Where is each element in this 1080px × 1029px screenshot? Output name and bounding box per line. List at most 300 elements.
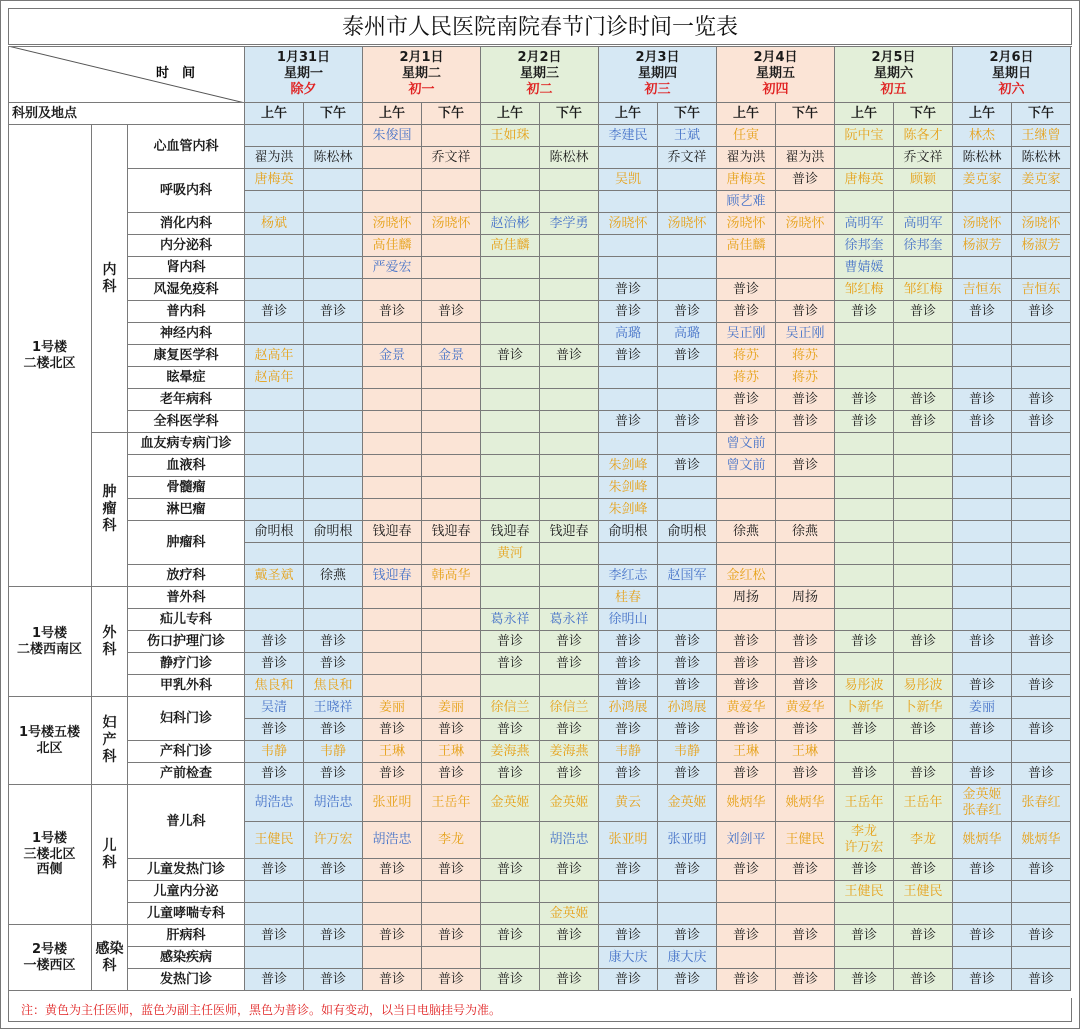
doctor-name: 普诊 [909, 927, 936, 943]
schedule-cell [599, 125, 658, 147]
department-name: 呼吸内科 [128, 169, 245, 213]
schedule-cell [422, 521, 481, 543]
schedule-cell [363, 719, 422, 741]
schedule-cell [304, 521, 363, 543]
doctor-name: 普诊 [1027, 391, 1054, 407]
doctor-name: 普诊 [673, 633, 700, 649]
schedule-cell [658, 741, 717, 763]
schedule-cell [894, 455, 953, 477]
schedule-cell [717, 763, 776, 785]
schedule-cell [776, 881, 835, 903]
schedule-cell [1012, 741, 1071, 763]
doctor-name: 普诊 [614, 721, 641, 737]
doctor-name: 高佳麟 [726, 237, 766, 253]
schedule-cell [776, 609, 835, 631]
schedule-cell [894, 763, 953, 785]
schedule-cell [658, 543, 717, 565]
schedule-cell [599, 455, 658, 477]
session-header: 下午 [422, 103, 481, 125]
doctor-name: 普诊 [673, 971, 700, 987]
schedule-cell [599, 323, 658, 345]
day-header [835, 46, 953, 103]
doctor-name: 钱迎春 [372, 567, 412, 583]
session-header: 上午 [835, 103, 894, 125]
doctor-name: 普诊 [673, 303, 700, 319]
schedule-cell [776, 763, 835, 785]
schedule-cell [363, 521, 422, 543]
doctor-name: 李建民 [608, 127, 648, 143]
schedule-cell [1012, 169, 1071, 191]
schedule-cell [363, 587, 422, 609]
schedule-cell [304, 822, 363, 859]
schedule-cell [304, 477, 363, 499]
schedule-cell [894, 213, 953, 235]
schedule-cell [717, 631, 776, 653]
schedule-cell [245, 323, 304, 345]
schedule-cell [953, 301, 1012, 323]
schedule-cell [1012, 925, 1071, 947]
schedule-cell [540, 301, 599, 323]
schedule-cell [1012, 587, 1071, 609]
doctor-name: 普诊 [555, 765, 582, 781]
doctor-name: 高佳麟 [490, 237, 530, 253]
schedule-cell [363, 543, 422, 565]
doctor-name: 普诊 [1027, 413, 1054, 429]
doctor-name: 普诊 [968, 303, 995, 319]
doctor-name: 胡浩忠 [549, 832, 589, 848]
doctor-name: 焦良和 [313, 677, 353, 693]
schedule-cell [953, 433, 1012, 455]
schedule-cell [245, 763, 304, 785]
schedule-cell [717, 389, 776, 411]
schedule-cell [422, 433, 481, 455]
schedule-cell [835, 763, 894, 785]
department-name: 血友病专病门诊 [128, 433, 245, 455]
schedule-cell [304, 881, 363, 903]
doctor-name: 徐信兰 [549, 699, 589, 715]
doctor-name: 翟为洪 [254, 149, 294, 165]
department-name: 疝儿专科 [128, 609, 245, 631]
schedule-cell [422, 257, 481, 279]
header-corner [8, 46, 245, 103]
doctor-name: 普诊 [1027, 861, 1054, 877]
schedule-cell [599, 147, 658, 169]
doctor-name: 普诊 [850, 971, 877, 987]
schedule-cell [422, 323, 481, 345]
schedule-cell [245, 653, 304, 675]
schedule-cell [245, 587, 304, 609]
doctor-name: 普诊 [614, 633, 641, 649]
schedule-cell [894, 389, 953, 411]
schedule-cell [540, 565, 599, 587]
schedule-cell [776, 389, 835, 411]
schedule-cell [953, 697, 1012, 719]
schedule-cell [363, 822, 422, 859]
schedule-cell [953, 631, 1012, 653]
doctor-name: 朱剑峰 [608, 479, 648, 495]
schedule-cell [658, 477, 717, 499]
schedule-cell [717, 125, 776, 147]
schedule-cell [363, 859, 422, 881]
schedule-cell [1012, 455, 1071, 477]
schedule-cell [599, 587, 658, 609]
schedule-cell [245, 257, 304, 279]
schedule-cell [953, 235, 1012, 257]
doctor-name: 普诊 [673, 927, 700, 943]
schedule-cell [835, 903, 894, 925]
doctor-name: 姚炳华 [1021, 832, 1061, 848]
schedule-cell [599, 741, 658, 763]
doctor-name: 许万宏 [313, 832, 353, 848]
schedule-cell [658, 301, 717, 323]
department-name: 产前检查 [128, 763, 245, 785]
doctor-name: 曹婧媛 [844, 259, 884, 275]
schedule-cell [953, 881, 1012, 903]
schedule-cell [1012, 653, 1071, 675]
schedule-cell [1012, 969, 1071, 991]
schedule-cell [894, 719, 953, 741]
schedule-cell [540, 279, 599, 301]
schedule-cell [304, 257, 363, 279]
schedule-cell [953, 675, 1012, 697]
doctor-name: 杨淑芳 [962, 237, 1002, 253]
schedule-cell [363, 785, 422, 822]
schedule-cell [658, 675, 717, 697]
schedule-cell [776, 675, 835, 697]
schedule-cell [894, 587, 953, 609]
schedule-cell [599, 565, 658, 587]
schedule-cell [481, 543, 540, 565]
schedule-cell [835, 859, 894, 881]
doctor-name: 戴圣斌 [254, 567, 294, 583]
schedule-cell [776, 455, 835, 477]
schedule-cell [776, 191, 835, 213]
doctor-name: 普诊 [850, 633, 877, 649]
schedule-cell [540, 543, 599, 565]
doctor-name: 普诊 [732, 281, 759, 297]
schedule-cell [894, 323, 953, 345]
schedule-cell [540, 521, 599, 543]
doctor-name: 汤晓怀 [962, 215, 1002, 231]
day-weekday: 星期日 [991, 66, 1031, 81]
schedule-cell [835, 323, 894, 345]
schedule-table [8, 46, 1072, 998]
doctor-name: 普诊 [909, 971, 936, 987]
schedule-cell [776, 521, 835, 543]
doctor-name: 普诊 [791, 457, 818, 473]
doctor-name: 赵治彬 [490, 215, 530, 231]
schedule-cell [717, 925, 776, 947]
schedule-cell [422, 411, 481, 433]
schedule-cell [835, 543, 894, 565]
doctor-name: 普诊 [555, 927, 582, 943]
schedule-cell [1012, 631, 1071, 653]
schedule-cell [363, 741, 422, 763]
doctor-name: 严爱宏 [372, 259, 412, 275]
doctor-name: 葛永祥 [490, 611, 530, 627]
doctor-name: 普诊 [732, 677, 759, 693]
department-name: 感染疾病 [128, 947, 245, 969]
doctor-name: 普诊 [555, 633, 582, 649]
department-name: 全科医学科 [128, 411, 245, 433]
doctor-name: 普诊 [968, 721, 995, 737]
schedule-cell [835, 279, 894, 301]
schedule-cell [481, 455, 540, 477]
doctor-name: 陈各才 [903, 127, 943, 143]
session-header: 上午 [953, 103, 1012, 125]
schedule-cell [540, 235, 599, 257]
schedule-cell [953, 147, 1012, 169]
session-header: 下午 [304, 103, 363, 125]
doctor-name: 姜海燕 [490, 743, 530, 759]
schedule-cell [540, 763, 599, 785]
department-name: 儿童内分泌 [128, 881, 245, 903]
doctor-name: 陈松林 [962, 149, 1002, 165]
doctor-name: 钱迎春 [431, 523, 471, 539]
schedule-cell [363, 903, 422, 925]
schedule-cell [658, 257, 717, 279]
doctor-name: 普诊 [260, 655, 287, 671]
schedule-cell [481, 609, 540, 631]
doctor-name: 金红松 [726, 567, 766, 583]
doctor-name: 普诊 [909, 861, 936, 877]
schedule-cell [776, 631, 835, 653]
schedule-cell [422, 609, 481, 631]
schedule-cell [363, 477, 422, 499]
schedule-cell [363, 433, 422, 455]
schedule-cell [304, 565, 363, 587]
schedule-cell [835, 147, 894, 169]
schedule-cell [717, 785, 776, 822]
doctor-name: 普诊 [791, 721, 818, 737]
doctor-name: 普诊 [437, 721, 464, 737]
schedule-cell [953, 411, 1012, 433]
doctor-name: 黄爱华 [785, 699, 825, 715]
doctor-name: 钱迎春 [372, 523, 412, 539]
doctor-name: 王琳 [378, 743, 405, 759]
doctor-name: 曾文前 [726, 435, 766, 451]
schedule-cell [363, 631, 422, 653]
doctor-name: 普诊 [614, 971, 641, 987]
schedule-cell [363, 345, 422, 367]
day-date: 2月4日 [753, 50, 798, 65]
schedule-cell [304, 147, 363, 169]
doctor-name: 蒋苏 [732, 369, 759, 385]
schedule-cell [776, 859, 835, 881]
department-name: 血液科 [128, 455, 245, 477]
schedule-cell [717, 345, 776, 367]
doctor-name: 普诊 [614, 281, 641, 297]
doctor-name: 普诊 [496, 347, 523, 363]
schedule-cell [245, 859, 304, 881]
location-cell: 1号楼 二楼北区 [8, 125, 92, 587]
doctor-name: 汤晓怀 [372, 215, 412, 231]
schedule-cell [835, 125, 894, 147]
doctor-name: 朱俊国 [372, 127, 412, 143]
schedule-cell [304, 389, 363, 411]
schedule-cell [835, 697, 894, 719]
schedule-cell [599, 653, 658, 675]
schedule-cell [540, 609, 599, 631]
doctor-name: 邹红梅 [903, 281, 943, 297]
doctor-name: 孙鸿展 [608, 699, 648, 715]
schedule-cell [835, 653, 894, 675]
schedule-cell [245, 477, 304, 499]
schedule-cell [1012, 191, 1071, 213]
schedule-cell [481, 301, 540, 323]
doctor-name: 普诊 [555, 861, 582, 877]
doctor-name: 王岳年 [903, 795, 943, 811]
schedule-cell [953, 903, 1012, 925]
schedule-cell [540, 191, 599, 213]
doctor-name: 李学勇 [549, 215, 589, 231]
schedule-cell [245, 675, 304, 697]
department-name: 康复医学科 [128, 345, 245, 367]
doctor-name: 高璐 [673, 325, 700, 341]
doctor-name: 黄爱华 [726, 699, 766, 715]
doctor-name: 吉恒东 [1021, 281, 1061, 297]
department-name: 淋巴瘤 [128, 499, 245, 521]
schedule-cell [1012, 565, 1071, 587]
schedule-cell [481, 433, 540, 455]
schedule-cell [835, 169, 894, 191]
doctor-name: 普诊 [850, 927, 877, 943]
doctor-name: 普诊 [850, 765, 877, 781]
schedule-cell [658, 822, 717, 859]
schedule-cell [776, 345, 835, 367]
schedule-cell [835, 631, 894, 653]
day-weekday: 星期六 [873, 66, 913, 81]
schedule-cell [422, 741, 481, 763]
schedule-cell [835, 675, 894, 697]
schedule-cell [658, 433, 717, 455]
doctor-name: 韦静 [319, 743, 346, 759]
doctor-name: 金英姬 [549, 795, 589, 811]
schedule-cell [422, 367, 481, 389]
doctor-name: 顾颖 [909, 171, 936, 187]
doctor-name: 普诊 [319, 927, 346, 943]
schedule-cell [776, 279, 835, 301]
schedule-cell [304, 191, 363, 213]
doctor-name: 普诊 [319, 721, 346, 737]
doctor-name: 王岳年 [844, 795, 884, 811]
department-name: 眩晕症 [128, 367, 245, 389]
schedule-cell [717, 455, 776, 477]
schedule-cell [658, 521, 717, 543]
schedule-cell [481, 345, 540, 367]
doctor-name: 王健民 [903, 883, 943, 899]
day-weekday: 星期一 [283, 66, 323, 81]
dept-location-label: 科别及地点 [8, 103, 245, 125]
page-title: 泰州市人民医院南院春节门诊时间一览表 [8, 8, 1072, 45]
schedule-cell [658, 191, 717, 213]
footnote: 注：黄色为主任医师，蓝色为副主任医师，黑色为普诊。如有变动，以当日电脑挂号为准。 [8, 998, 1072, 1022]
schedule-cell [481, 763, 540, 785]
schedule-cell [658, 389, 717, 411]
doctor-name: 普诊 [673, 347, 700, 363]
schedule-cell [481, 389, 540, 411]
doctor-name: 刘剑平 [726, 832, 766, 848]
schedule-cell [658, 719, 717, 741]
schedule-cell [776, 235, 835, 257]
doctor-name: 普诊 [319, 633, 346, 649]
schedule-cell [599, 279, 658, 301]
doctor-name: 普诊 [437, 303, 464, 319]
schedule-cell [363, 455, 422, 477]
department-name: 骨髓瘤 [128, 477, 245, 499]
schedule-cell [245, 499, 304, 521]
schedule-cell [481, 147, 540, 169]
doctor-name: 姜克家 [962, 171, 1002, 187]
schedule-cell [717, 609, 776, 631]
schedule-cell [599, 785, 658, 822]
schedule-cell [717, 411, 776, 433]
doctor-name: 普诊 [732, 861, 759, 877]
doctor-name: 普诊 [496, 765, 523, 781]
schedule-cell [363, 279, 422, 301]
doctor-name: 徐邦奎 [844, 237, 884, 253]
doctor-name: 普诊 [614, 303, 641, 319]
schedule-cell [894, 521, 953, 543]
doctor-name: 徐燕 [732, 523, 759, 539]
schedule-cell [599, 433, 658, 455]
department-name: 发热门诊 [128, 969, 245, 991]
doctor-name: 普诊 [791, 391, 818, 407]
schedule-cell [363, 947, 422, 969]
doctor-name: 普诊 [732, 633, 759, 649]
doctor-name: 普诊 [791, 861, 818, 877]
schedule-cell [363, 367, 422, 389]
doctor-name: 姜丽 [378, 699, 405, 715]
schedule-cell [658, 763, 717, 785]
doctor-name: 普诊 [260, 861, 287, 877]
day-weekday: 星期二 [401, 66, 441, 81]
doctor-name: 普诊 [968, 677, 995, 693]
doctor-name: 葛永祥 [549, 611, 589, 627]
schedule-cell [658, 785, 717, 822]
doctor-name: 普诊 [732, 303, 759, 319]
schedule-cell [363, 881, 422, 903]
doctor-name: 普诊 [673, 413, 700, 429]
doctor-name: 王斌 [673, 127, 700, 143]
doctor-name: 俞明根 [667, 523, 707, 539]
schedule-cell [481, 675, 540, 697]
schedule-cell [599, 257, 658, 279]
schedule-cell [953, 213, 1012, 235]
location-cell: 1号楼 三楼北区 西侧 [8, 785, 92, 925]
schedule-cell [658, 631, 717, 653]
doctor-name: 卜新华 [844, 699, 884, 715]
schedule-cell [658, 125, 717, 147]
schedule-cell [953, 565, 1012, 587]
schedule-cell [481, 587, 540, 609]
schedule-cell [363, 235, 422, 257]
schedule-cell [304, 719, 363, 741]
schedule-cell [599, 675, 658, 697]
doctor-name: 普诊 [791, 765, 818, 781]
doctor-name: 王岳年 [431, 795, 471, 811]
schedule-cell [717, 147, 776, 169]
schedule-cell [481, 881, 540, 903]
schedule-cell [658, 881, 717, 903]
schedule-cell [1012, 147, 1071, 169]
schedule-cell [363, 169, 422, 191]
schedule-cell [599, 169, 658, 191]
schedule-cell [894, 609, 953, 631]
schedule-cell [363, 301, 422, 323]
doctor-name: 普诊 [1027, 303, 1054, 319]
doctor-name: 王琳 [732, 743, 759, 759]
